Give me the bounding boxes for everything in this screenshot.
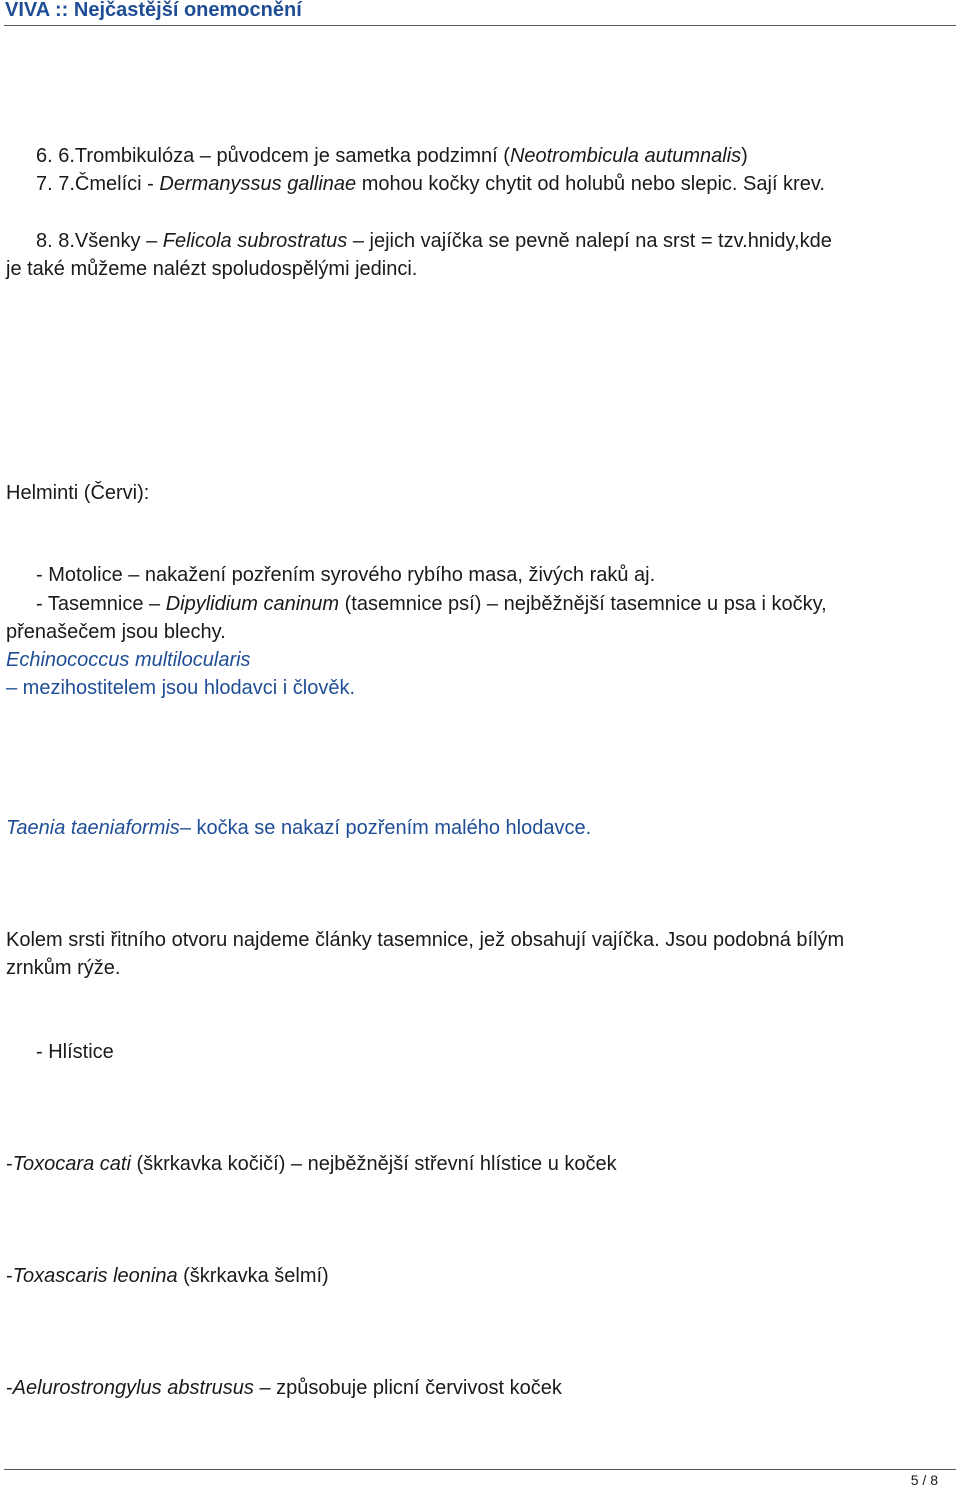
latin-name: Toxascaris leonina — [12, 1265, 178, 1287]
paragraph-kolem-line2: zrnkům rýže. — [6, 957, 121, 979]
list-text: 6.Trombikulóza – původcem je sametka podzimní ( — [58, 145, 510, 167]
footer-divider — [4, 1469, 956, 1470]
list-text: 8.Všenky – — [58, 230, 163, 252]
latin-name: Taenia taeniaformis — [6, 817, 180, 839]
text: - — [6, 1153, 13, 1175]
list-number: 7. — [36, 173, 53, 195]
paragraph-toxocara — [6, 1152, 617, 1176]
header-divider — [4, 25, 956, 26]
latin-name: Dipylidium caninum — [165, 593, 340, 615]
list-text: mohou kočky chytit od holubů nebo slepic. Sají krev. — [356, 173, 825, 195]
text: – kočka se nakazí pozřením malého hlodavce. — [179, 817, 592, 839]
text: (tasemnice psí) – nejběžnější tasemnice u psa i kočky, — [339, 593, 827, 615]
latin-name: Aelurostrongylus abstrusus — [12, 1377, 254, 1399]
paragraph-kolem-line1: Kolem srsti řitního otvoru najdeme články tasemnice, jež obsahují vajíčka. Jsou podobná bílým — [6, 929, 845, 951]
paragraph-tasemnice-continuation: přenašečem jsou blechy. — [6, 621, 226, 643]
section-heading-helminths: Helminti (Červi): — [6, 482, 150, 504]
text: - — [6, 1377, 13, 1399]
document-title: VIVA :: Nejčastější onemocnění — [5, 0, 302, 21]
latin-name: Neotrombicula autumnalis — [509, 145, 742, 167]
list-item-8 — [36, 229, 832, 253]
list-item-8-continuation: je také můžeme nalézt spoludospělými jedinci. — [6, 258, 418, 280]
list-number: 6. — [36, 145, 53, 167]
paragraph-aelurostrongylus — [6, 1376, 562, 1400]
page-number: 5 / 8 — [910, 1472, 938, 1488]
text: (škrkavka šelmí) — [177, 1265, 329, 1287]
text: – způsobuje plicní červivost koček — [253, 1377, 562, 1399]
paragraph-motolice: - Motolice – nakažení pozřením syrového rybího masa, živých raků aj. — [36, 564, 656, 586]
list-item-6 — [36, 144, 748, 168]
paragraph-toxascaris — [6, 1264, 329, 1288]
paragraph-tasemnice — [36, 592, 827, 616]
text: - — [6, 1265, 13, 1287]
paragraph-taenia — [6, 816, 591, 841]
list-item-7 — [36, 172, 825, 196]
list-text: – jejich vajíčka se pevně nalepí na srst = tzv.hnidy,kde — [347, 230, 832, 252]
latin-name-echinococcus: Echinococcus multilocularis — [6, 649, 251, 671]
latin-name: Felicola subrostratus — [162, 230, 348, 252]
page-header — [0, 0, 960, 26]
list-text: ) — [741, 145, 748, 167]
text: - Tasemnice – — [36, 593, 166, 615]
list-number: 8. — [36, 230, 53, 252]
text: (škrkavka kočičí) – nejběžnější střevní hlístice u koček — [130, 1153, 617, 1175]
latin-name: Dermanyssus gallinae — [159, 173, 357, 195]
paragraph-hlistice: - Hlístice — [36, 1041, 114, 1063]
list-text: 7.Čmelíci - — [58, 173, 160, 195]
paragraph-echinococcus: – mezihostitelem jsou hlodavci i člověk. — [6, 677, 356, 699]
latin-name: Toxocara cati — [12, 1153, 131, 1175]
